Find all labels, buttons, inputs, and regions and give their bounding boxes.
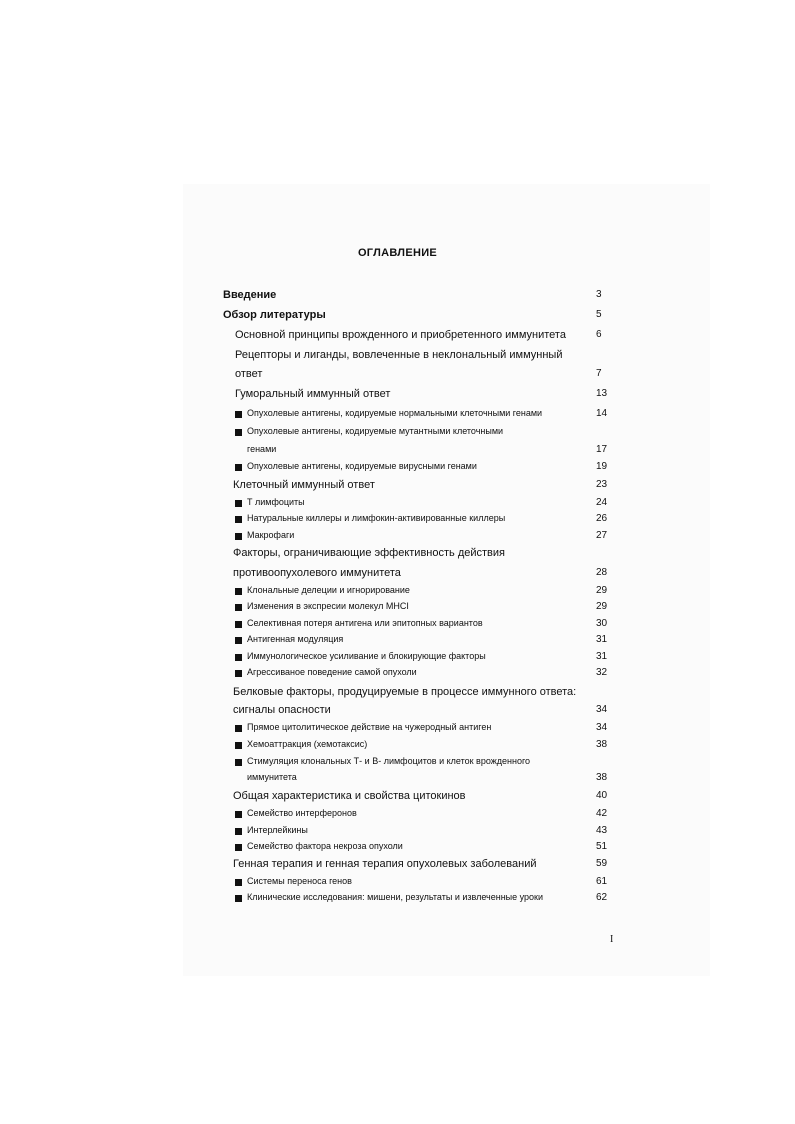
- toc-entry-title: Агрессиваное поведение самой опухоли: [247, 667, 417, 677]
- toc-entry-page: 7: [596, 368, 602, 379]
- toc-entry-title: Опухолевые антигены, кодируемые мутантными клеточными: [247, 426, 504, 436]
- toc-entry-page: 19: [596, 461, 608, 472]
- toc-entry-page: 51: [596, 841, 608, 852]
- square-bullet-icon: [235, 759, 242, 766]
- toc-entry-title: Системы переноса генов: [247, 876, 352, 886]
- toc-entry-page: 28: [596, 567, 608, 578]
- square-bullet-icon: [235, 516, 242, 523]
- square-bullet-icon: [235, 533, 242, 540]
- toc-entry-title: Т лимфоциты: [247, 497, 305, 507]
- square-bullet-icon: [235, 429, 242, 436]
- toc-entry-title: Стимуляция клональных Т- и В- лимфоцитов и клеток врожденного: [247, 756, 531, 766]
- toc-entry-title: Интерлейкины: [247, 825, 308, 835]
- toc-entry-title: Семейство фактора некроза опухоли: [247, 841, 403, 851]
- square-bullet-icon: [235, 604, 242, 611]
- toc-entry-title: Генная терапия и генная терапия опухолевых заболеваний: [233, 858, 537, 870]
- toc-entry-page: 31: [596, 634, 608, 645]
- toc-entry-page: 42: [596, 808, 608, 819]
- page-number: I: [610, 934, 614, 945]
- toc-entry-title: Общая характеристика и свойства цитокинов: [233, 790, 466, 802]
- toc-entry-title: Обзор литературы: [223, 309, 326, 321]
- toc-entry-title: Клинические исследования: мишени, результаты и извлеченные уроки: [247, 892, 544, 902]
- square-bullet-icon: [235, 742, 242, 749]
- toc-entry-page: 31: [596, 651, 608, 662]
- toc-entry-page: 17: [596, 444, 608, 455]
- toc-entry-title: Прямое цитолитическое действие на чужеродный антиген: [247, 722, 492, 732]
- toc-entry-title: Антигенная модуляция: [247, 634, 344, 644]
- square-bullet-icon: [235, 637, 242, 644]
- square-bullet-icon: [235, 725, 242, 732]
- toc-entry-page: 61: [596, 876, 608, 887]
- square-bullet-icon: [235, 588, 242, 595]
- toc-entry-title: противоопухолевого иммунитета: [233, 567, 401, 579]
- toc-entry-page: 23: [596, 479, 608, 490]
- square-bullet-icon: [235, 879, 242, 886]
- toc-entry-page: 29: [596, 601, 608, 612]
- toc-entry-title: Гуморальный иммунный ответ: [235, 388, 391, 400]
- toc-entry-page: 62: [596, 892, 608, 903]
- toc-entry-title: Белковые факторы, продуцируемые в процессе иммунного ответа:: [233, 686, 577, 698]
- toc-entry-title: Рецепторы и лиганды, вовлеченные в неклональный иммунный: [235, 349, 563, 361]
- toc-entry-page: 27: [596, 530, 608, 541]
- toc-entry-page: 30: [596, 618, 608, 629]
- toc-entry-page: 59: [596, 858, 608, 869]
- toc-entry-title: Факторы, ограничивающие эффективность действия: [233, 547, 505, 559]
- square-bullet-icon: [235, 828, 242, 835]
- toc-entry-page: 6: [596, 329, 602, 340]
- toc-entry-page: 24: [596, 497, 608, 508]
- toc-entry-page: 40: [596, 790, 608, 801]
- toc-entry-title: Семейство интерферонов: [247, 808, 357, 818]
- toc-entry-page: 13: [596, 388, 608, 399]
- toc-entry-page: 3: [596, 289, 602, 300]
- toc-entry-page: 34: [596, 704, 608, 715]
- toc-entry-title: Натуральные киллеры и лимфокин-активированные киллеры: [247, 513, 506, 523]
- square-bullet-icon: [235, 811, 242, 818]
- toc-entry-title: Введение: [223, 289, 277, 301]
- square-bullet-icon: [235, 464, 242, 471]
- toc-entry-page: 43: [596, 825, 608, 836]
- square-bullet-icon: [235, 844, 242, 851]
- toc-entry-page: 34: [596, 722, 608, 733]
- toc-entry-title: Клеточный иммунный ответ: [233, 479, 375, 491]
- square-bullet-icon: [235, 670, 242, 677]
- toc-entry-title: ответ: [235, 368, 263, 380]
- toc-entry-title: Опухолевые антигены, кодируемые вирусными генами: [247, 461, 477, 471]
- toc-entry-page: 38: [596, 739, 608, 750]
- toc-entry-page: 5: [596, 309, 602, 320]
- toc-entry-page: 32: [596, 667, 608, 678]
- square-bullet-icon: [235, 621, 242, 628]
- toc-entry-title: Хемоаттракция (хемотаксис): [247, 739, 368, 749]
- toc-entry-title: Селективная потеря антигена или эпитопных вариантов: [247, 618, 483, 628]
- toc-entry-title: Клональные делеции и игнорирование: [247, 585, 410, 595]
- toc-entry-title: Основной принципы врожденного и приобретенного иммунитета: [235, 329, 566, 341]
- toc-entry-title: Изменения в экспресии молекул МНСI: [247, 601, 409, 611]
- toc-entry-title: Макрофаги: [247, 530, 295, 540]
- square-bullet-icon: [235, 500, 242, 507]
- square-bullet-icon: [235, 654, 242, 661]
- toc-entry-title: сигналы опасности: [233, 704, 331, 716]
- toc-entry-title: Иммунологическое усиливание и блокирующие факторы: [247, 651, 486, 661]
- toc-entry-page: 29: [596, 585, 608, 596]
- square-bullet-icon: [235, 895, 242, 902]
- toc-entry-title: генами: [247, 444, 277, 454]
- page-title: ОГЛАВЛЕНИЕ: [357, 247, 438, 259]
- toc-entry-title: иммунитета: [247, 772, 297, 782]
- toc-entry-page: 14: [596, 408, 608, 419]
- toc-entry-page: 26: [596, 513, 608, 524]
- toc-entry-page: 38: [596, 772, 608, 783]
- toc-entry-title: Опухолевые антигены, кодируемые нормальными клеточными генами: [247, 408, 543, 418]
- square-bullet-icon: [235, 411, 242, 418]
